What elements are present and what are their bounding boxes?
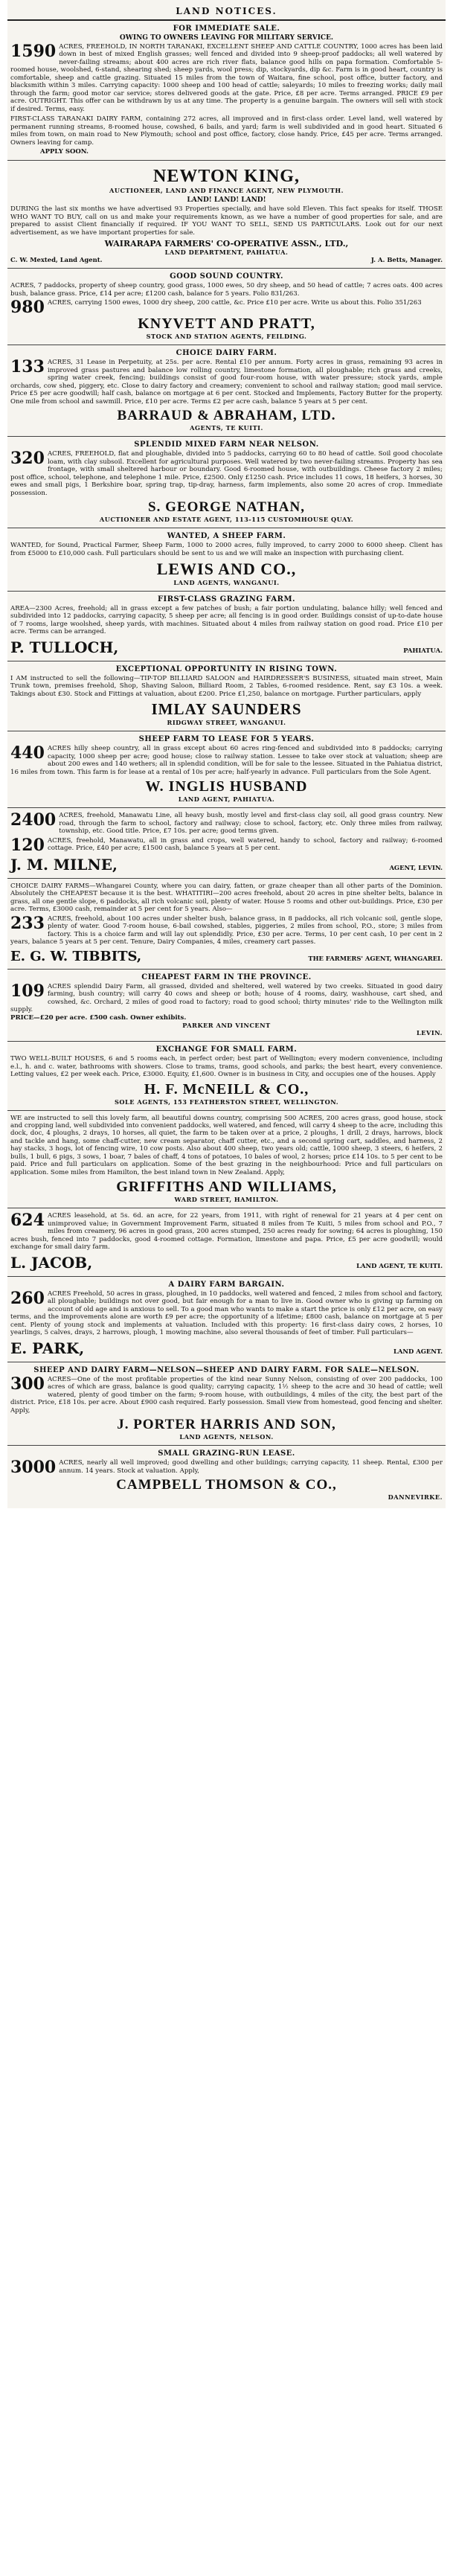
ad-sheep-farm-lease	[7, 731, 446, 808]
ad-body-secondary	[10, 298, 443, 318]
advertiser-line	[10, 1252, 443, 1272]
advertiser-location: AGENT, LEVIN.	[389, 863, 443, 871]
ad-body	[10, 450, 443, 497]
ad-headline: A DAIRY FARM BARGAIN.	[168, 1280, 285, 1289]
ad-body	[10, 983, 443, 1014]
ad-text-secondary: ACRES, carrying 1500 ewes, 1000 dry sheep, 200 cattle, &c. Price £10 per acre. Write us about this. Folio 351/263	[47, 299, 422, 307]
advertiser-location: PAHIATUA.	[403, 646, 443, 654]
ad-grazing-farm	[7, 592, 446, 661]
ad-text: ACRES, FREEHOLD, IN NORTH TARANAKI, EXCELLENT SHEEP AND CATTLE COUNTRY, 1000 acres has been laid down in best of mixed English grasses; well fenced and divided into 9 sheep-proof paddocks; all well watered by never-failing streams; about 400 acres are rich river flats, balance good hills on papa formation. Comfortable 5-roomed house, woolshed, 6-stand, shearing shed; sheep yards, wool press; dip, stockyards, dip &c. Farm is in good heart, country is comfortable, sheep and cattle grazing. Situated 15 miles from the town of Waitara, fine school, post office, butter factory, and blacksmith within 3 miles. Carrying capacity: 1000 sheep and 100 head of cattle; saleyards; 10 miles to freezing works; daily mail through the farm; good motor car service; stores delivered goods at the gate. Price, £8 per acre. Terms arranged. PRICE £9 per acre. OUTRIGHT. This offer can be withdrawn by us at any time. The property is a genuine bargain. The owners will sell with stock if desired. Terms, easy.	[10, 43, 443, 113]
ad-choice-dairy-farm	[7, 345, 446, 437]
ad-body	[10, 812, 443, 835]
ad-mixed-farm-nelson	[7, 437, 446, 528]
advertiser-name: E. PARK,	[10, 1339, 85, 1357]
acreage-figure: 1590	[10, 42, 57, 61]
ad-billiard-saloon	[7, 661, 446, 731]
ad-whangarei-dairy-farms	[7, 879, 446, 970]
ad-headline: FIRST-CLASS GRAZING FARM.	[157, 595, 296, 603]
ad-wanted-sheep-farm	[7, 528, 446, 592]
acreage-figure: 624	[10, 1211, 45, 1231]
advertiser-line	[10, 636, 443, 656]
ad-headline: EXCHANGE FOR SMALL FARM.	[155, 1045, 298, 1054]
ad-downs-country-farm	[7, 1111, 446, 1209]
advertiser-name: H. F. McNEILL & CO.,	[144, 1080, 309, 1098]
ad-text: ACRES, 7 paddocks, property of sheep country, good grass, 1000 ewes, 50 dry sheep, and 50 head of cattle; 7 acres oats. 400 acres bush, balance grass. Price, £14 per acre; £1200 cash, balance for 5 years. Folio 831/263.	[10, 282, 443, 298]
advertiser-location: DANNEVIRKE.	[388, 1493, 443, 1502]
ad-apply: APPLY SOON.	[40, 148, 89, 156]
advertiser-line	[10, 946, 443, 964]
advertiser-name: IMLAY SAUNDERS	[151, 700, 302, 719]
ad-body-secondary	[10, 915, 443, 946]
ad-body	[10, 359, 443, 406]
advertiser-name: J. PORTER HARRIS AND SON,	[117, 1417, 336, 1433]
ad-body-secondary	[10, 837, 443, 853]
ad-text: CHOICE DAIRY FARMS—Whangarei County, where you can dairy, fatten, or graze cheaper than all other parts of the Dominion. Absolutely the CHEAPEST because it is the best. WHATITIRI—200 acres freehold, about 20 acres in pine shelter belts, balance in grass, all one gentle slope, 6 paddocks, all rich volcanic soil, plenty of water. House 5 rooms and other out-buildings. Price, £30 per acre. Terms, £3000 cash, remainder at 5 per cent for 5 years. Also—	[10, 882, 443, 914]
acreage-figure: 109	[10, 981, 45, 1001]
advertiser-name: P. TULLOCH,	[10, 638, 119, 656]
advertiser-name: W. INGLIS HUSBAND	[145, 778, 308, 795]
ad-text: DURING the last six months we have advertised 93 Properties specially, and have sold Eleven. This fact speaks for itself. THOSE WHO WANT TO BUY, call on us and make your requirements known, as we have a number of good properties for sale, and are prepared to assist Client financially if required. IF YOU WANT TO SELL, SEND US PARTICULARS. Look out for our next advertisement, as we have important properties for sale.	[10, 205, 443, 237]
ad-newton-king	[7, 161, 446, 269]
ad-body	[10, 1212, 443, 1251]
acreage-figure: 133	[10, 357, 45, 377]
advertiser-name: J. M. MILNE,	[10, 855, 118, 874]
ad-price: PRICE—£20 per acre. £500 cash. Owner exhibits.	[10, 1013, 187, 1022]
ad-headline: CHOICE DAIRY FARM.	[176, 349, 277, 358]
ad-headline: SHEEP FARM TO LEASE FOR 5 YEARS.	[138, 735, 315, 744]
ad-cheapest-farm	[7, 970, 446, 1042]
advertiser-title: WARD STREET, HAMILTON.	[174, 1196, 279, 1204]
advertiser-line	[10, 853, 443, 874]
advertiser-title: SOLE AGENTS, 153 FEATHERSTON STREET, WELLINGTON.	[114, 1098, 339, 1106]
advertiser-name-secondary: WAIRARAPA FARMERS' CO-OPERATIVE ASSN., LTD.,	[104, 239, 349, 249]
advertiser-location: LEVIN.	[417, 1029, 443, 1037]
ad-headline: SHEEP AND DAIRY FARM—NELSON—SHEEP AND DAIRY FARM. FOR SALE—NELSON.	[33, 1365, 420, 1374]
acreage-figure: 233	[10, 913, 45, 933]
advertiser-name: L. JACOB,	[10, 1253, 93, 1272]
ad-headline: EXCEPTIONAL OPPORTUNITY IN RISING TOWN.	[115, 664, 338, 673]
ad-text: I AM instructed to sell the following—TIP-TOP BILLIARD SALOON and HAIRDRESSER'S BUSINESS, situated main street, Main Trunk town, premises freehold, Shop, Shaving Saloon, Billiard Room, 2 Tables, 6-roomed residence. Rent, say £3 10s. a week. Takings about £30. Stock and Fittings at valuation, about £200. Price £1,250, balance on mortgage. Further particulars, apply	[10, 674, 443, 698]
ad-body	[10, 1376, 443, 1414]
ad-text: TWO WELL-BUILT HOUSES, 6 and 5 rooms each, in perfect order; best part of Wellington; every modern convenience, including e.l., h. and c. water, bathrooms with showers. Close to trams, trams, good schools, and parks; the best heart, every convenience. Letting values, £2 per week each. Price, £3000. Equity, £1,600. Owner is in business in City, and occupies one of the houses. Apply	[10, 1055, 443, 1079]
ad-te-kuiti-leasehold	[7, 1208, 446, 1276]
advertiser-name: LEWIS AND CO.,	[156, 559, 297, 578]
ad-headline: CHEAPEST FARM IN THE PROVINCE.	[141, 973, 312, 981]
advertiser-title: LAND AGENTS, WANGANUI.	[173, 578, 280, 586]
advertiser-name: PARKER AND VINCENT	[182, 1022, 271, 1030]
ad-grazing-run-lease	[7, 1446, 446, 1505]
acreage-figure: 440	[10, 743, 45, 763]
advertiser-name: BARRAUD & ABRAHAM, LTD.	[117, 408, 336, 424]
ad-manawatu-freehold	[7, 808, 446, 878]
acreage-figure: 260	[10, 1288, 45, 1308]
manager-name: J. A. Betts, Manager.	[370, 256, 443, 264]
ad-text: ACRES, 31 Lease in Perpetuity, at 25s. per acre. Rental £10 per annum. Forty acres in grass, remaining 93 acres in improved grass pastures and balance low rolling country, limestone formation, all ploughable; rich grass and creeks, spring water creek, fencing; buildings consist of good four-room house, with water pressure; stock yards, ample orchards, cow shed, piggery, etc. Close to dairy factory and creamery; convenient to school and railway station; good mail service. Price £5 per acre goodwill; half cash, balance on mortgage at 6 per cent. Stocked and Implements, Factory Butter for the property. One mile from school and sawmill. Price, £10 per acre. Terms £2 per acre cash, balance 5 years at 5 per cent.	[10, 359, 443, 406]
ad-good-sound-country	[7, 269, 446, 345]
ad-text: ACRES—One of the most profitable properties of the kind near Sunny Nelson, consisting of over 200 paddocks, 100 acres of which are grass, balance is good quality; carrying capacity, 1½ sheep to the acre and 30 head of cattle; well watered, plenty of good timber on the farm; 9-room house, with outbuildings, 4 miles of the city, the best part of the district. Price, £18 10s. per acre. About £900 cash required. Early possession. Small view from homestead, good fencing and shelter. Apply,	[10, 1375, 443, 1414]
ad-headline: SMALL GRAZING-RUN LEASE.	[158, 1449, 295, 1458]
ad-text: WANTED, for Sound, Practical Farmer, Sheep Farm, 1000 to 2000 acres, fully improved, to carry 2000 to 6000 sheep. Client has from £5000 to £10,000 cash. Full particulars should be sent to us and we will make an inspection with purchasing client.	[10, 542, 443, 557]
advertiser-title: LAND AGENTS, NELSON.	[179, 1433, 274, 1441]
ad-text: ACRES leasehold, at 5s. 6d. an acre, for 22 years, from 1911, with right of renewal for 21 years at 4 per cent on unimproved value; in Government Improvement Farm, situated 8 miles from Te Kuiti, 5 miles from school and P.O., 7 miles from creamery, 96 acres in good grass, 200 acres stumped, 250 acres ready for sowing; 64 acres is ploughing, 150 acres bush, fenced into 7 paddocks, good 4-roomed cottage. Formation, limestone and papa. Price, £5 per acre goodwill; would exchange for small dairy farm.	[10, 1212, 443, 1252]
ad-headline: GOOD SOUND COUNTRY.	[170, 272, 283, 281]
ad-text: ACRES, FREEHOLD, flat and ploughable, divided into 5 paddocks, carrying 60 to 80 head of cattle. Soil good chocolate loam, with clay subsoil. Excellent for agricultural purposes. Well watered by two never-failing streams. Property has sea frontage, with small sheltered harbour or boundary. Good 6-roomed house, with outbuildings. Cheese factory 2 miles; post office, school, telephone, and telephone 1 mile. Price, £2500. Only £1250 cash. Price includes 11 cows, 18 heifers, 3 horses, 30 ewes and small pigs, 1 Berkshire boar, spring trap, tip-dray, harness, farm implements, also some 20 acres of crop. Immediate possession.	[10, 450, 443, 497]
advertiser-name: KNYVETT AND PRATT,	[138, 315, 315, 333]
ad-subhead: OWING TO OWNERS LEAVING FOR MILITARY SERVICE.	[119, 34, 334, 42]
ad-body	[10, 1290, 443, 1337]
ad-text-secondary: ACRES, freehold, about 100 acres under shelter bush, balance grass, in 8 paddocks, all rich volcanic soil, gentle slope, plenty of water. Good 7-room house, 6-bail cowshed, stables, piggeries, 2 miles from school, P.O., store; 3 miles from factory. This is a choice farm and will lay out splendidly. Price, £30 per acre. Terms, 10 per cent cash, 10 per cent in 2 years, balance 5 years at 5 per cent. Tenure, Dairy Companies, 4 miles, creamery cart passes.	[10, 914, 443, 946]
advertiser-name: S. GEORGE NATHAN,	[148, 499, 305, 516]
ad-text: ACRES Freehold, 50 acres in grass, ploughed, in 10 paddocks, well watered and fenced, 2 miles from school and factory, all ploughable; buildings not over good, but fair enough for a man to live in. Good owner who is giving up farming on account of old age and is anxious to sell. To a good man who wants to make a start the price is only £12 per acre, on easy terms, and the improvements alone are worth £9 per acre; the opportunity of a lifetime; £800 cash, balance on mortgage at 5 per cent. Plenty of young stock and implements at valuation. Included with this property: 16 first-class dairy cows, 2 horses, 10 yearlings, 5 calves, drays, 2 harrows, plough, 1 mowing machine, also several thousands of feet of timber. Full particulars—	[10, 1289, 443, 1337]
ad-text: AREA—2300 Acres, freehold; all in grass except a few patches of bush; a fair portion undulating, balance hilly; well fenced and subdivided into 12 paddocks, carrying capacity, 5 sheep per acre; all fencing is in good order. Buildings consist of up-to-date house of 7 rooms, large woolshed, sheep yards, with machines. Situated about 4 miles from railway station on good road. Price £10 per acre. Terms can be arranged.	[10, 604, 443, 636]
advertiser-name: E. G. W. TIBBITS,	[10, 948, 142, 964]
advertiser-line	[10, 1337, 443, 1357]
ad-sheep-dairy-nelson	[7, 1362, 446, 1446]
ad-headline: WANTED, A SHEEP FARM.	[167, 532, 286, 541]
advertiser-title: AUCTIONEER AND ESTATE AGENT, 113-115 CUSTOMHOUSE QUAY.	[99, 516, 354, 524]
ad-body	[10, 1458, 443, 1478]
ad-text: WE are instructed to sell this lovely farm, all beautiful downs country, comprising 500 ACRES, 200 acres grass, good house, stock and cropping land, well subdivided into convenient paddocks, well watered, and fenced, will carry 4 sheep to the acre, including this dock, doc, 4 ploughs, 2 drays, 10 horses, all quiet, the farm to be taken over at a price, 2 ploughs, 1 drill, 2 drays, harrows, block and tackle and hang, some chaff-cutter, new cream separator, chaff cutter, etc., and a second spring cart, saddles, and harness, 2 hay stacks, 3 hogs, lot of fencing wire, 10 cow posts. Also about 400 sheep, two years old; cattle, 1000 sheep, 3 steers, 6 heifers, 2 bulls, 1 bull, 6 pigs, 3 sows, 1 boar, 7 bales of chaff, 4 tons of potatoes, 10 bales of wool, 2 horses; price £14 10s. to 5 per cent to be paid. Price and full particulars on application. Some of the best grazing in the neighbourhood: Price and full particulars on application. Some miles from Hamilton, the best inland town in New Zealand. Apply,	[10, 1114, 443, 1176]
acreage-figure: 300	[10, 1374, 45, 1394]
acreage-figure: 2400	[10, 810, 57, 830]
ad-body	[10, 745, 443, 776]
ad-exchange-small-farm	[7, 1042, 446, 1110]
land-notices-page	[7, 0, 446, 1508]
advertiser-name: GRIFFITHS AND WILLIAMS,	[116, 1179, 337, 1196]
ad-headline: SPLENDID MIXED FARM NEAR NELSON.	[134, 440, 319, 449]
advertiser-title: LAND AGENT, PAHIATUA.	[178, 795, 275, 804]
acreage-figure: 980	[10, 298, 45, 318]
ad-headline: FOR IMMEDIATE SALE.	[173, 25, 280, 33]
ad-body-secondary: FIRST-CLASS TARANAKI DAIRY FARM, containing 272 acres, all improved and in first-class order. Level land, well watered by permanent running streams, 8-roomed house, cowshed, 6 bails, and yard; farm is well subdivided and in good heart. Situated 6 miles from town, on main road to New Plymouth; school and post office, factory, close handy. Price, £45 per acre. Terms arranged. Owners leaving for camp.	[10, 115, 443, 147]
ad-text: ACRES hilly sheep country, all in grass except about 60 acres ring-fenced and subdivided into 8 paddocks; carrying capacity, 1000 sheep per acre; good house; close to railway station. Lessee to take over stock at valuation; sheep are about 200 ewes and 140 wethers; all in splendid condition, will be for sale to the lessee. Situated in the Pahiatua district, 16 miles from town. This farm is for lease at a rental of 10s per acre; half-yearly in advance. Full particulars from the Sole Agent.	[10, 745, 443, 776]
advertiser-title: RIDGWAY STREET, WANGANUI.	[167, 719, 286, 727]
ad-subhead: LAND! LAND! LAND!	[187, 196, 266, 205]
advertiser-title: AGENTS, TE KUITI.	[190, 424, 263, 432]
acreage-figure-secondary: 120	[10, 835, 45, 855]
ad-text: ACRES splendid Dairy Farm, all grassed, divided and sheltered, well watered by two creeks. Situated in good dairy farming, bush country; will carry 40 cows and sheep or both; house of 4 rooms, dairy, washhouse, cart shed, and cowshed, &c. Orchard, 2 miles of good road to factory; road to good school; thirty minutes' ride to the Wellington milk supply.	[10, 982, 443, 1014]
ad-text: ACRES, nearly all well improved; good dwelling and other buildings; carrying capacity, 11 sheep. Rental, £300 per annum. 14 years. Stock at valuation. Apply,	[59, 1459, 443, 1475]
advertiser-title: AUCTIONEER, LAND AND FINANCE AGENT, NEW PLYMOUTH.	[109, 187, 344, 195]
advertiser-contacts	[10, 256, 443, 263]
ad-text-secondary: ACRES, freehold, Manawatu, all in grass and crops, well watered, handy to school, factory and railway; 6-roomed cottage. Price, £40 per acre; £1500 cash, balance 5 years at 5 per cent.	[47, 836, 443, 853]
page-masthead: LAND NOTICES.	[7, 3, 446, 21]
advertiser-name: NEWTON KING,	[153, 167, 300, 187]
advertiser-title: STOCK AND STATION AGENTS, FEILDING.	[146, 333, 307, 341]
advertiser-location: LAND AGENT.	[393, 1347, 443, 1355]
ad-text: ACRES, freehold, Manawatu Line, all heavy bush, mostly level and first-class clay soil, all good grass country. New road, through the farm to school, factory and railway; close to school, factory, etc. Only three miles from railway, township, etc. Good title. Price, £7 10s. per acre; good terms given.	[59, 812, 443, 836]
ad-dairy-farm-bargain	[7, 1277, 446, 1362]
ad-body	[10, 43, 443, 113]
acreage-figure: 3000	[10, 1458, 57, 1478]
advertiser-name: CAMPBELL THOMSON & CO.,	[116, 1477, 337, 1493]
ad-military-service-sale	[7, 21, 446, 161]
acreage-figure: 320	[10, 449, 45, 469]
advertiser-location: THE FARMERS' AGENT, WHANGAREI.	[308, 954, 443, 962]
advertiser-title-secondary: LAND DEPARTMENT, PAHIATUA.	[164, 249, 289, 257]
land-agent-name: C. W. Mexted, Land Agent.	[10, 256, 103, 264]
advertiser-location: LAND AGENT, TE KUITI.	[356, 1261, 443, 1269]
